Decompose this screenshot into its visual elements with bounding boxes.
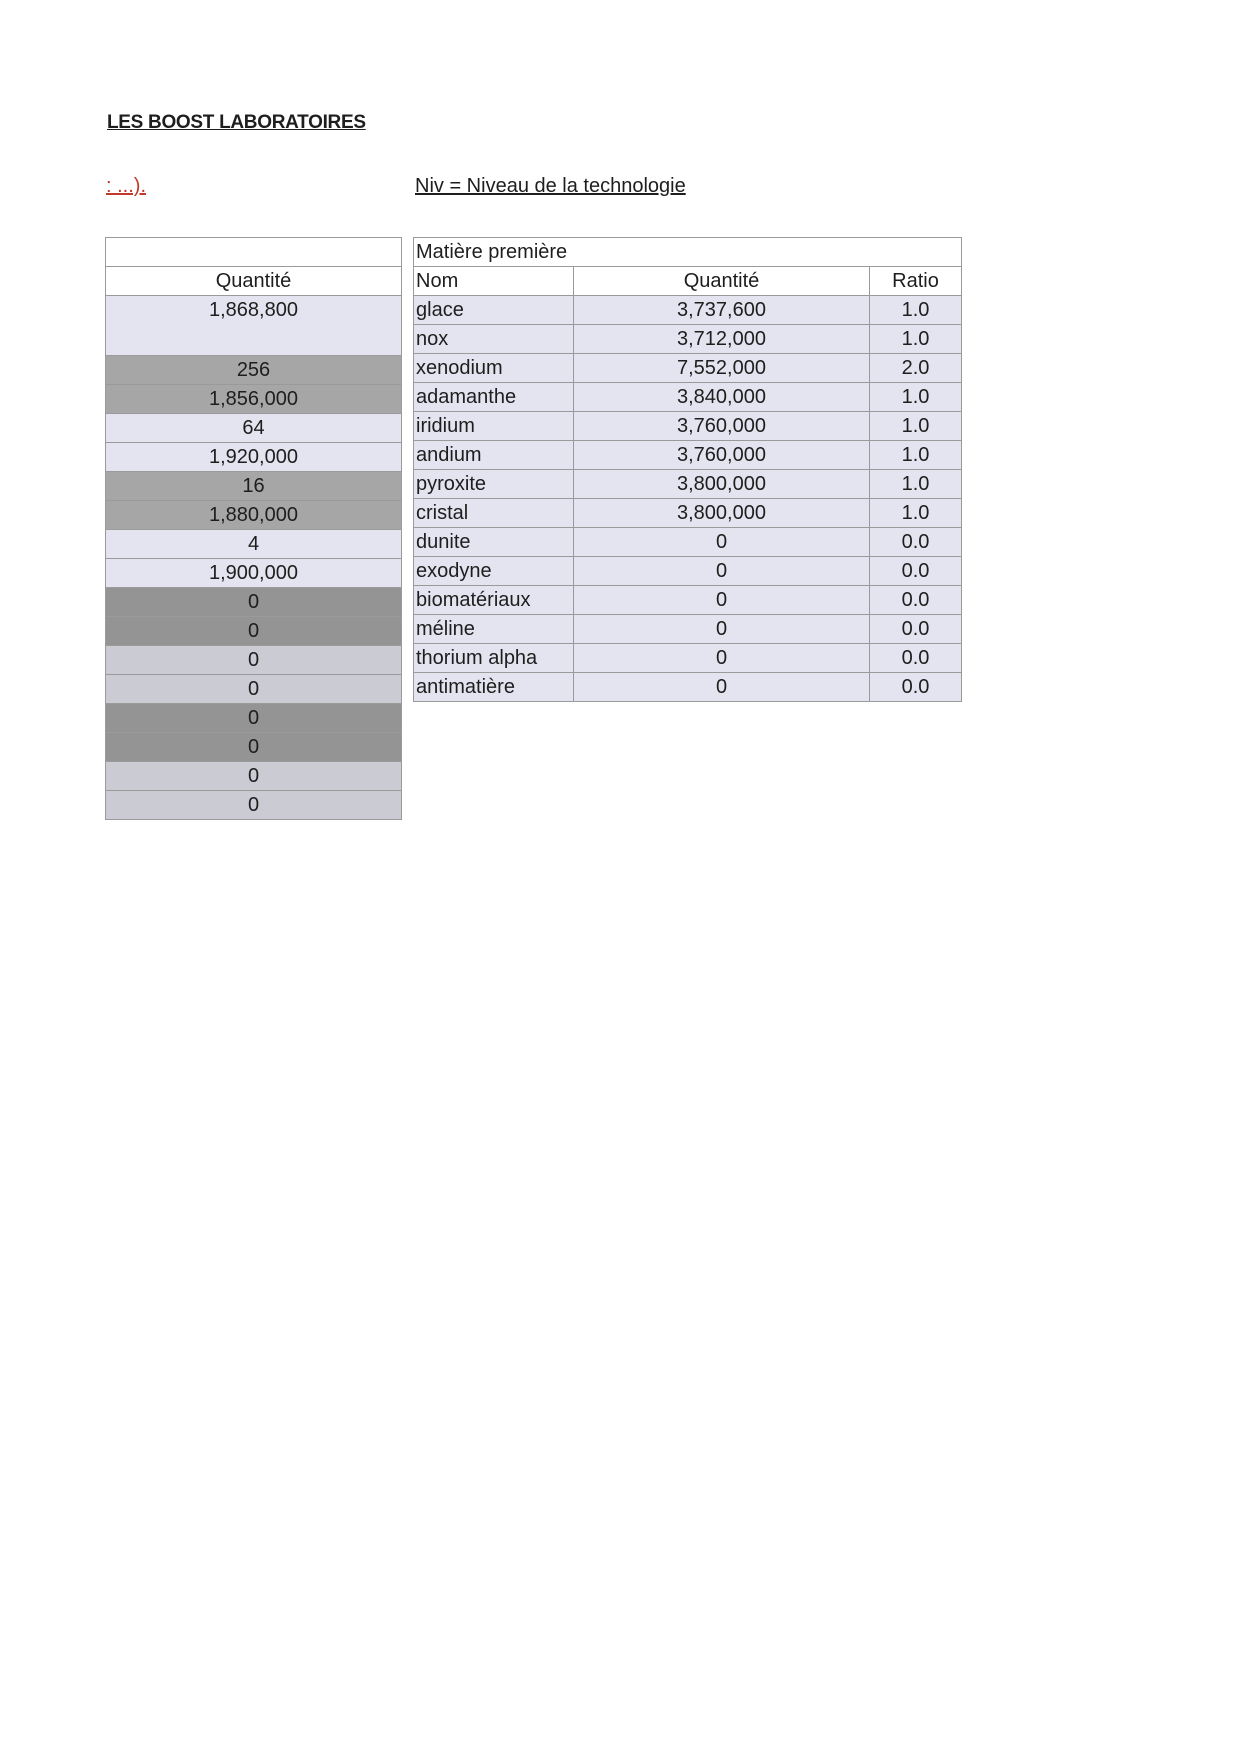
table-row <box>414 615 962 644</box>
material-name: xenodium <box>414 354 574 383</box>
left-table-header-quantity: Quantité <box>106 267 402 296</box>
material-ratio: 0.0 <box>870 673 962 702</box>
material-name: exodyne <box>414 557 574 586</box>
material-name: iridium <box>414 412 574 441</box>
table-cell: 0 <box>106 588 402 617</box>
table-row <box>414 296 962 325</box>
table-cell: 16 <box>106 472 402 501</box>
red-note: : ...). <box>106 175 146 197</box>
material-name: nox <box>414 325 574 354</box>
material-ratio: 0.0 <box>870 586 962 615</box>
material-ratio: 0.0 <box>870 644 962 673</box>
table-cell: 1,868,800 <box>106 296 402 356</box>
material-ratio: 1.0 <box>870 325 962 354</box>
table-row <box>414 470 962 499</box>
table-cell: 256 <box>106 356 402 385</box>
material-ratio: 0.0 <box>870 557 962 586</box>
table-row <box>414 528 962 557</box>
material-quantity: 3,712,000 <box>574 325 870 354</box>
table-row <box>414 586 962 615</box>
material-ratio: 1.0 <box>870 470 962 499</box>
material-ratio: 0.0 <box>870 615 962 644</box>
material-name: biomatériaux <box>414 586 574 615</box>
material-quantity: 3,800,000 <box>574 499 870 528</box>
table-row <box>414 644 962 673</box>
material-quantity: 0 <box>574 615 870 644</box>
material-quantity: 0 <box>574 644 870 673</box>
material-quantity: 7,552,000 <box>574 354 870 383</box>
table-cell: 0 <box>106 704 402 733</box>
table-cell: 4 <box>106 530 402 559</box>
material-ratio: 1.0 <box>870 441 962 470</box>
table-cell: 1,920,000 <box>106 443 402 472</box>
material-ratio: 2.0 <box>870 354 962 383</box>
material-name: cristal <box>414 499 574 528</box>
header-quantity: Quantité <box>574 267 870 296</box>
table-cell: 0 <box>106 791 402 820</box>
material-ratio: 0.0 <box>870 528 962 557</box>
material-name: dunite <box>414 528 574 557</box>
legend-note: Niv = Niveau de la technologie <box>415 175 686 197</box>
table-row <box>414 673 962 702</box>
material-quantity: 3,737,600 <box>574 296 870 325</box>
material-quantity: 0 <box>574 528 870 557</box>
material-quantity: 0 <box>574 586 870 615</box>
table-cell: 0 <box>106 733 402 762</box>
table-row <box>414 383 962 412</box>
material-quantity: 3,840,000 <box>574 383 870 412</box>
raw-material-group-header: Matière première <box>414 238 962 267</box>
material-quantity: 3,760,000 <box>574 412 870 441</box>
material-quantity: 3,800,000 <box>574 470 870 499</box>
table-cell: 0 <box>106 762 402 791</box>
table-cell: 0 <box>106 675 402 704</box>
table-cell: 1,856,000 <box>106 385 402 414</box>
material-quantity: 0 <box>574 673 870 702</box>
table-row <box>414 325 962 354</box>
table-cell: 0 <box>106 646 402 675</box>
material-name: antimatière <box>414 673 574 702</box>
material-name: pyroxite <box>414 470 574 499</box>
table-cell: 1,880,000 <box>106 501 402 530</box>
material-ratio: 1.0 <box>870 412 962 441</box>
material-name: adamanthe <box>414 383 574 412</box>
page-title: LES BOOST LABORATOIRES <box>107 112 366 133</box>
material-ratio: 1.0 <box>870 383 962 412</box>
material-name: méline <box>414 615 574 644</box>
table-row <box>414 441 962 470</box>
material-quantity: 0 <box>574 557 870 586</box>
table-row <box>414 557 962 586</box>
material-name: andium <box>414 441 574 470</box>
table-cell: 0 <box>106 617 402 646</box>
material-name: thorium alpha <box>414 644 574 673</box>
header-ratio: Ratio <box>870 267 962 296</box>
table-row <box>414 412 962 441</box>
material-name: glace <box>414 296 574 325</box>
header-name: Nom <box>414 267 574 296</box>
material-ratio: 1.0 <box>870 499 962 528</box>
material-quantity: 3,760,000 <box>574 441 870 470</box>
raw-material-table <box>413 237 962 702</box>
table-cell: 1,900,000 <box>106 559 402 588</box>
table-row <box>414 499 962 528</box>
table-cell: 64 <box>106 414 402 443</box>
table-row <box>414 354 962 383</box>
left-quantity-table <box>105 237 402 820</box>
left-table-blank-header <box>106 238 402 267</box>
material-ratio: 1.0 <box>870 296 962 325</box>
